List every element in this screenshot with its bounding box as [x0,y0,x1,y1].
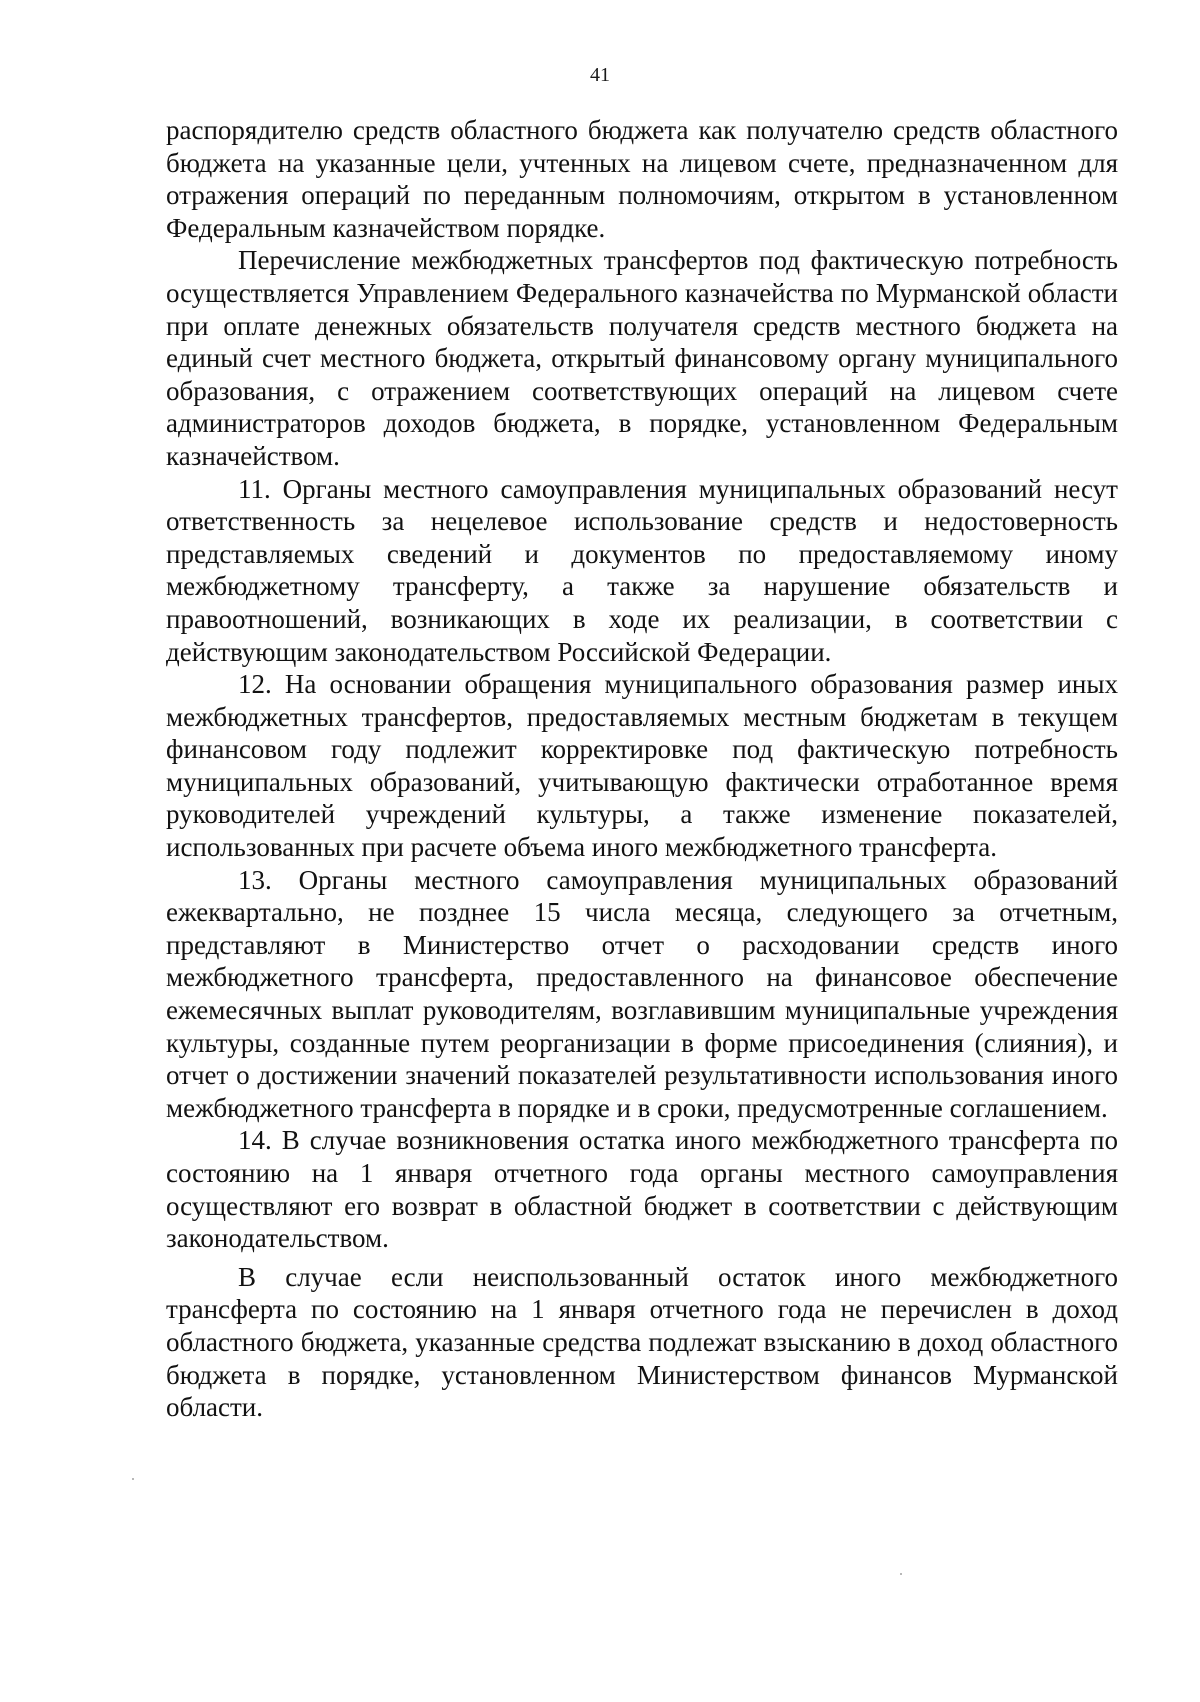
paragraph-item-12: 12. На основании обращения муниципального образования размер иных межбюджетных трансфертов, предоставляемых местным бюджетам в текущем финансовом году подлежит корректировке под фактическую потребность муниципальных образований, учитывающую фактически отработанное время руководителей учреждений культуры, а также изменение показателей, использованных при расчете объема иного межбюджетного трансферта. [166,669,1118,863]
paragraph-item-11: 11. Органы местного самоуправления муниципальных образований несут ответственность за нецелевое использование средств и недостоверность представляемых сведений и документов по предоставляемому иному межбюджетному трансферту, а также за нарушение обязательств и правоотношений, возникающих в ходе их реализации, в соответствии с действующим законодательством Российской Федерации. [166,473,1118,667]
paragraph-item-13: 13. Органы местного самоуправления муниципальных образований ежеквартально, не позднее 15 числа месяца, следующего за отчетным, представляют в Министерство отчет о расходовании средств иного межбюджетного трансферта, предоставленного на финансовое обеспечение ежемесячных выплат руководителям, возглавившим муниципальные учреждения культуры, созданные путем реорганизации в форме присоединения (слияния), и отчет о достижении значений показателей результативности использования иного межбюджетного трансферта в порядке и в сроки, предусмотренные соглашением. [166,864,1118,1123]
paragraph-transfer-procedure: Перечисление межбюджетных трансфертов под фактическую потребность осуществляется Управлением Федерального казначейства по Мурманской области при оплате денежных обязательств получателя средств местного бюджета на единый счет местного бюджета, открытый финансовому органу муниципального образования, с отражением соответствующих операций на лицевом счете администраторов доходов бюджета, в порядке, установленном Федеральным казначейством. [166,245,1118,471]
page-number: 41 [590,64,610,86]
scan-speck [132,1478,134,1480]
paragraph-continuation: распорядителю средств областного бюджета как получателю средств областного бюджета на указанные цели, учтенных на лицевом счете, предназначенном для отражения операций по переданным полномочиям, открытом в установленном Федеральным казначейством порядке. [166,115,1118,243]
document-body [166,114,1118,1424]
paragraph-item-14: 14. В случае возникновения остатка иного межбюджетного трансферта по состоянию на 1 января отчетного года органы местного самоуправления осуществляют его возврат в областной бюджет в соответствии с действующим законодательством. [166,1125,1118,1254]
paragraph-unused-balance: В случае если неиспользованный остаток иного межбюджетного трансферта по состоянию на 1 января отчетного года не перечислен в доход областного бюджета, указанные средства подлежат взысканию в доход областного бюджета в порядке, установленном Министерством финансов Мурманской области. [166,1261,1118,1423]
scan-speck [900,1573,902,1575]
